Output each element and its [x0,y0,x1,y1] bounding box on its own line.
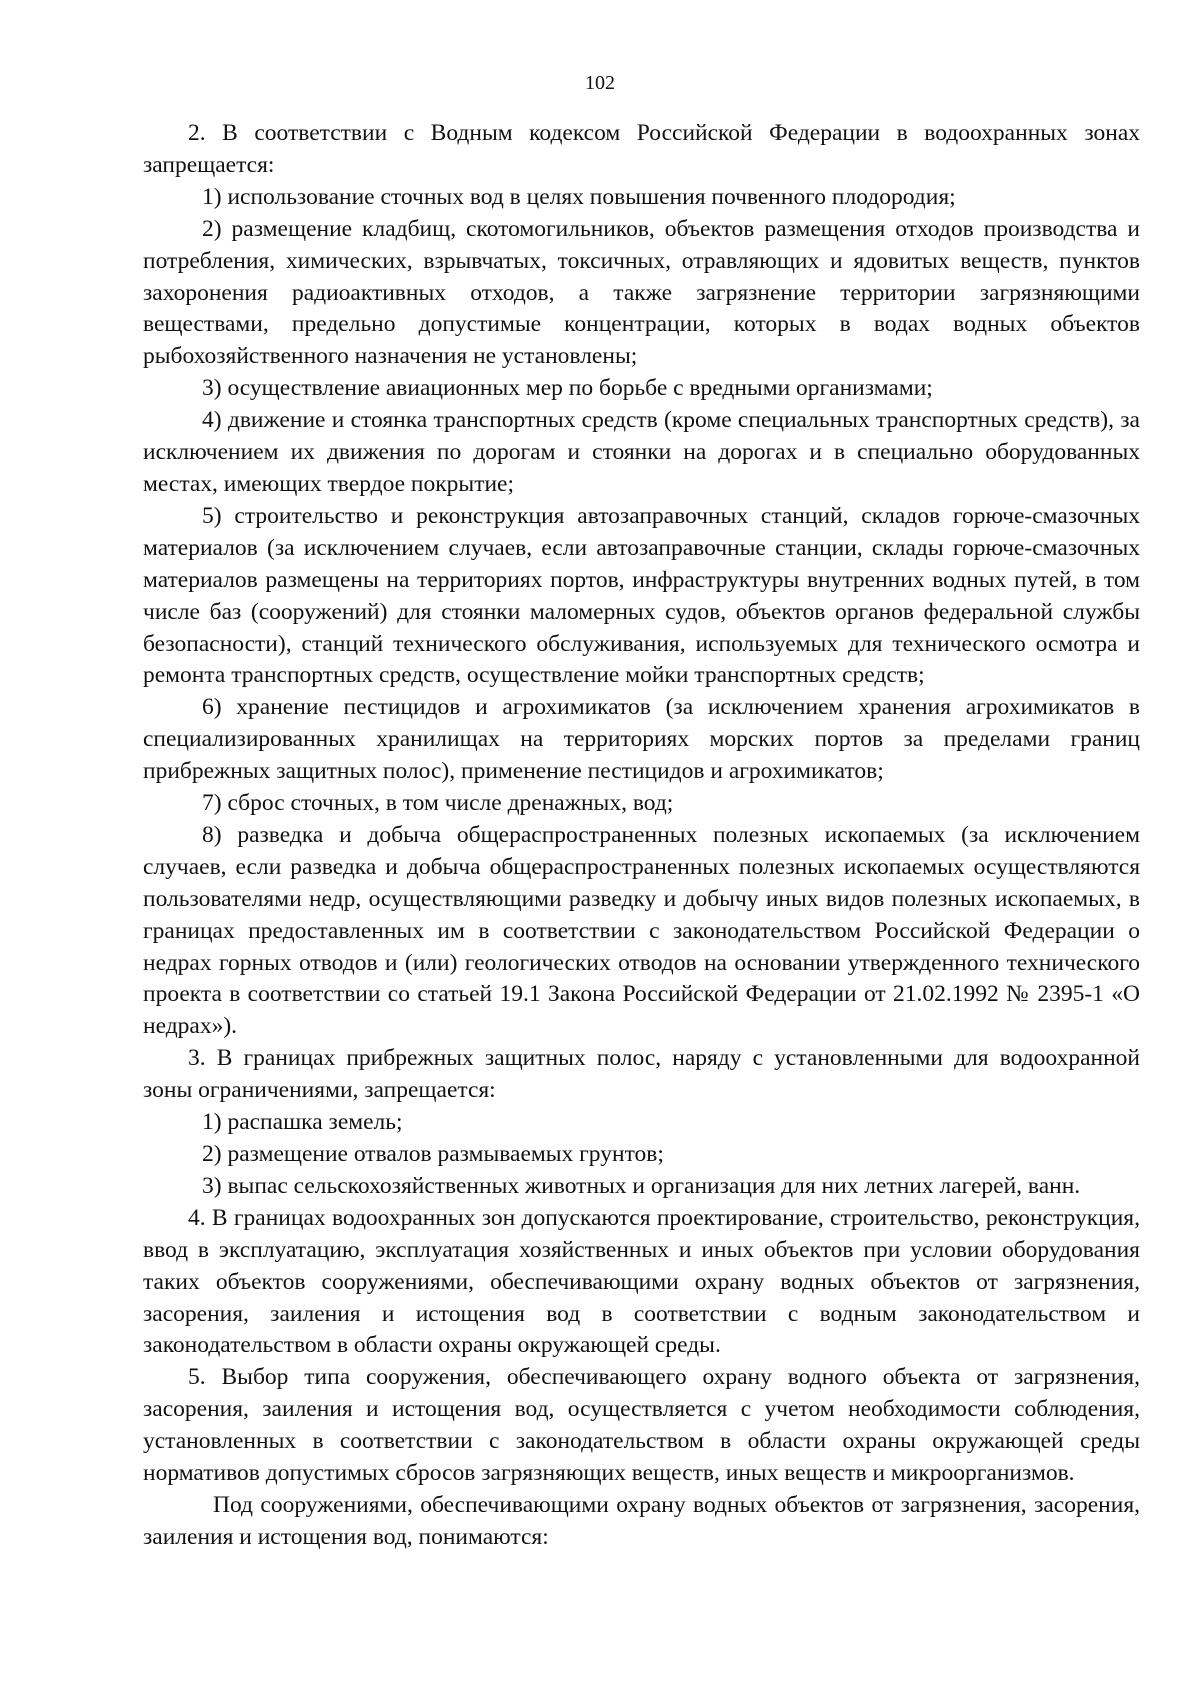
list-item: 3) выпас сельскохозяйственных животных и организация для них летних лагерей, ванн. [202,1172,1081,1199]
list-item: 5) строительство и реконструкция автозаправочных станций, складов горюче-смазочных материалов (за исключением случаев, если автозаправочные станции, склады горюче-смазочных материалов размещены на территориях портов, инфраструктуры внутренних водных путей, в том числе баз (сооружений) для стоянки маломерных судов, объектов органов федеральной службы безопасности), станций технического обслуживания, используемых для технического осмотра и ремонта транспортных средств, осуществление мойки транспортных средств; [143,502,1140,689]
paragraph-4: 4. В границах водоохранных зон допускаются проектирование, строительство, реконструкция, ввод в эксплуатацию, эксплуатация хозяйственных и иных объектов при условии оборудования таких объектов сооружениями, обеспечивающими охрану водных объектов от загрязнения, засорения, заиления и истощения вод в соответствии с водным законодательством и законодательством в области охраны окружающей среды. [143,1204,1140,1359]
list-item: 6) хранение пестицидов и агрохимикатов (за исключением хранения агрохимикатов в специализированных хранилищах на территориях морских портов за пределами границ прибрежных защитных полос), применение пестицидов и агрохимикатов; [143,694,1140,785]
paragraph-2: 2. В соответствии с Водным кодексом Российской Федерации в водоохранных зонах запрещается: [143,120,1140,178]
list-item: 1) распашка земель; [202,1109,403,1136]
list-item: 7) сброс сточных, в том числе дренажных, вод; [202,790,674,817]
list-item: 2) размещение отвалов размываемых грунтов; [202,1141,664,1167]
list-item: 2) размещение кладбищ, скотомогильников, объектов размещения отходов производства и потребления, химических, взрывчатых, токсичных, отравляющих и ядовитых веществ, пунктов захоронения радиоактивных отходов, а также загрязнение территории загрязняющими веществами, предельно допустимые концентрации, которых в водах водных объектов рыбохозяйственного назначения не установлены; [143,215,1140,370]
page-number: 102 [585,72,615,94]
list-item: 4) движение и стоянка транспортных средств (кроме специальных транспортных средств), за исключением их движения по дорогам и стоянки на дорогах и в специально оборудованных местах, имеющих твердое покрытие; [143,407,1140,497]
paragraph-3: 3. В границах прибрежных защитных полос, наряду с установленными для водоохранной зоны ограничениями, запрещается: [143,1045,1140,1104]
paragraph-definition: Под сооружениями, обеспечивающими охрану водных объектов от загрязнения, засорения, заиления и истощения вод, понимаются: [143,1491,1140,1550]
list-item: 1) использование сточных вод в целях повышения почвенного плодородия; [202,183,956,210]
list-item: 8) разведка и добыча общераспространенных полезных ископаемых (за исключением случаев, если разведка и добыча общераспространенных полезных ископаемых осуществляются пользователями недр, осуществляющими разведку и добычу иных видов полезных ископаемых, в границах предоставленных им в соответствии с законодательством Российской Федерации о недрах горных отводов и (или) геологических отводов на основании утвержденного технического проекта в соответствии со статьей 19.1 Закона Российской Федерации от 21.02.1992 № 2395-1 «О недрах»). [143,821,1140,1040]
paragraph-5: 5. Выбор типа сооружения, обеспечивающего охрану водного объекта от загрязнения, засорения, заиления и истощения вод, осуществляется с учетом необходимости соблюдения, установленных в соответствии с законодательством в области охраны окружающей среды нормативов допустимых сбросов загрязняющих веществ, иных веществ и микроорганизмов. [143,1364,1140,1487]
document-body [143,118,1140,1554]
list-item: 3) осуществление авиационных мер по борьбе с вредными организмами; [202,375,933,402]
